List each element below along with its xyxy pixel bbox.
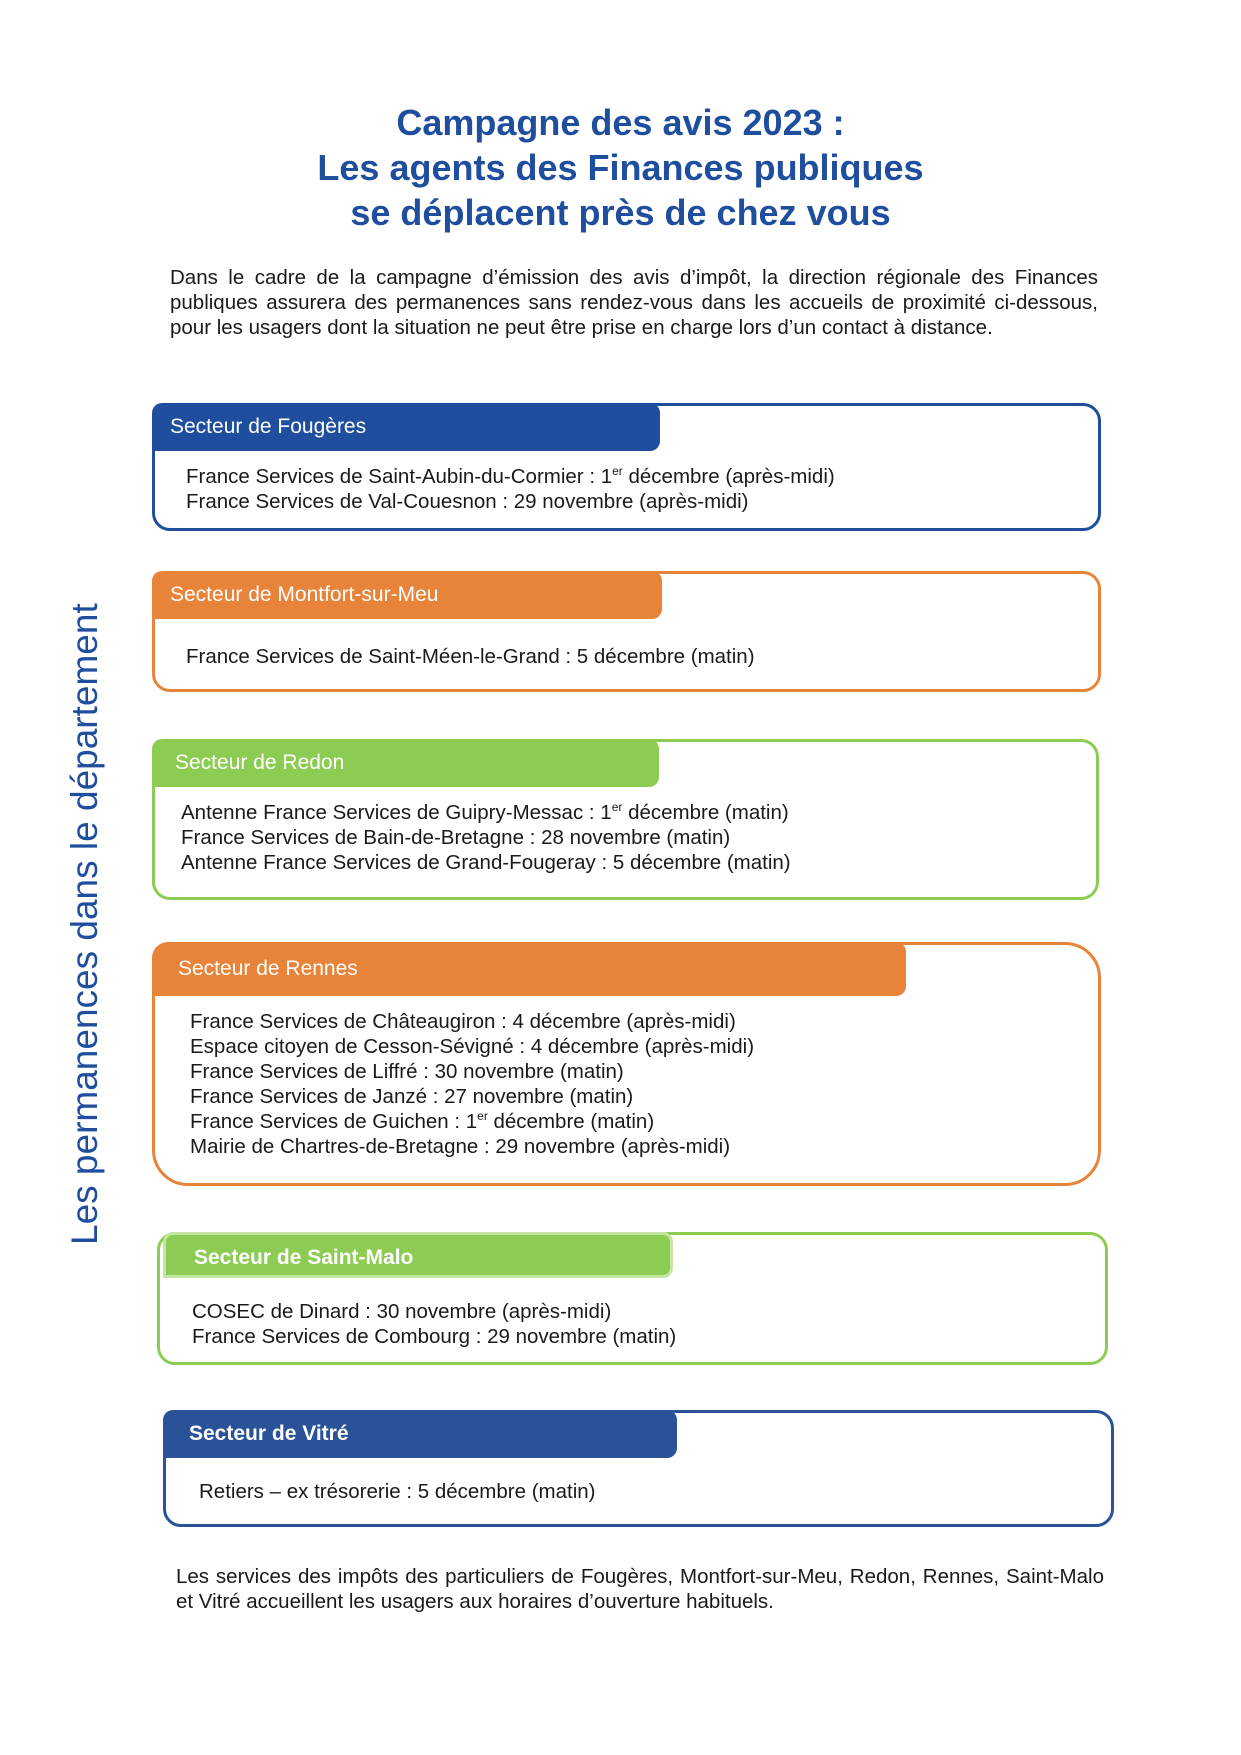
sector-vitre [163,1410,1114,1527]
entries-redon [181,800,791,875]
list-item: COSEC de Dinard : 30 novembre (après-midi) [192,1300,612,1323]
intro-paragraph: Dans le cadre de la campagne d’émission des avis d’impôt, la direction régionale des Finances publiques assurera des permanences sans rendez-vous dans les accueils de proximité ci-dessous, pour les usagers dont la situation ne peut être prise en charge lors d’un contact à distance. [170,266,1098,339]
list-item: Retiers – ex trésorerie : 5 décembre (matin) [199,1480,596,1503]
entries-montfort-sur-meu [186,644,755,669]
sector-header-rennes: Secteur de Rennes [152,942,906,996]
list-item: Antenne France Services de Grand-Fougeray : 5 décembre (matin) [181,851,791,874]
sector-header-montfort-sur-meu: Secteur de Montfort-sur-Meu [152,571,662,619]
sector-montfort-sur-meu [152,571,1101,692]
list-item: France Services de Combourg : 29 novembre (matin) [192,1325,677,1348]
sector-header-vitre: Secteur de Vitré [163,1410,677,1458]
list-item: France Services de Guichen : 1er décembre (matin) [190,1109,655,1133]
entries-vitre [199,1479,595,1504]
entries-fougeres [186,464,835,514]
list-item: France Services de Bain-de-Bretagne : 28 novembre (matin) [181,826,731,849]
title-line-3: se déplacent près de chez vous [350,192,891,233]
list-item: Mairie de Chartres-de-Bretagne : 29 novembre (après-midi) [190,1135,731,1158]
vertical-side-label: Les permanences dans le département [64,603,105,1245]
list-item: Antenne France Services de Guipry-Messac : 1er décembre (matin) [181,800,789,824]
sector-redon [152,739,1099,900]
sector-rennes [152,942,1101,1186]
page-title [0,100,1241,235]
list-item: France Services de Châteaugiron : 4 décembre (après-midi) [190,1010,736,1033]
list-item: France Services de Janzé : 27 novembre (matin) [190,1085,634,1108]
title-line-1: Campagne des avis 2023 : [396,102,845,143]
list-item: France Services de Saint-Méen-le-Grand : 5 décembre (matin) [186,645,755,668]
entries-saint-malo [192,1299,676,1349]
entries-rennes [190,1009,754,1159]
sector-header-saint-malo: Secteur de Saint-Malo [163,1232,673,1278]
list-item: France Services de Liffré : 30 novembre (matin) [190,1060,624,1083]
footer-paragraph: Les services des impôts des particuliers de Fougères, Montfort-sur-Meu, Redon, Rennes, Saint-Malo et Vitré accueillent les usagers aux horaires d’ouverture habituels. [176,1565,1104,1613]
sector-header-redon: Secteur de Redon [152,739,659,787]
title-line-2: Les agents des Finances publiques [317,147,924,188]
sector-header-fougeres: Secteur de Fougères [152,403,660,451]
sector-fougeres [152,403,1101,531]
list-item: France Services de Val-Couesnon : 29 novembre (après-midi) [186,490,749,513]
sector-saint-malo [157,1232,1108,1365]
list-item: Espace citoyen de Cesson-Sévigné : 4 décembre (après-midi) [190,1035,755,1058]
list-item: France Services de Saint-Aubin-du-Cormier : 1er décembre (après-midi) [186,464,835,488]
